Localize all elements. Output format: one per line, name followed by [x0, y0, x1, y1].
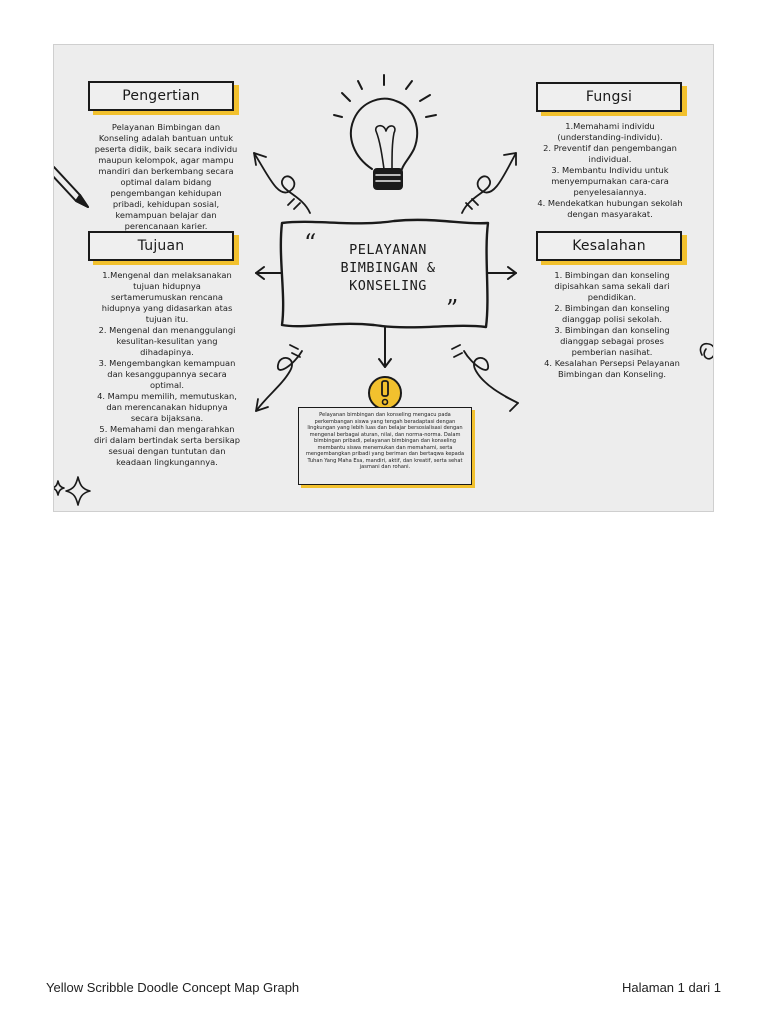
- text-line: 1.Memahami individu: [565, 121, 655, 131]
- text-line: 1.Mengenal dan melaksanakan: [102, 270, 232, 280]
- text-line: secara bijaksana.: [130, 413, 204, 423]
- text-line: keadaan lingkungannya.: [116, 457, 218, 467]
- text-line: Bimbingan dan Konseling.: [558, 369, 666, 379]
- text-line: dan merencanakan hidupnya: [106, 402, 228, 412]
- text-line: 3. Mengembangkan kemampuan: [98, 358, 236, 368]
- text-line: dengan masyarakat.: [567, 209, 653, 219]
- text-line: perencanaan karier.: [124, 221, 208, 231]
- footer-document-title: Yellow Scribble Doodle Concept Map Graph: [46, 980, 300, 995]
- text-line: pemberian nasihat.: [571, 347, 653, 357]
- fungsi-text: [524, 121, 696, 220]
- text-line: 2. Mengenal dan menanggulangi: [98, 325, 236, 335]
- text-line: optimal dalam bidang: [120, 177, 212, 187]
- text-line: diri dalam bertindak serta bersikap: [93, 435, 240, 445]
- text-line: 2. Bimbingan dan konseling: [554, 303, 670, 313]
- lightbulb-icon: [334, 75, 436, 189]
- text-line: dianggap polisi sekolah.: [562, 314, 662, 324]
- tujuan-text: [72, 270, 262, 468]
- text-line: individual.: [588, 154, 632, 164]
- text-line: pendidikan.: [587, 292, 637, 302]
- text-line: penyelesaiannya.: [573, 187, 647, 197]
- text-line: hidupnya yang didasarkan atas: [101, 303, 233, 313]
- text-line: pengembangan kehidupan: [110, 188, 222, 198]
- text-line: Pelayanan Bimbingan dan: [111, 122, 221, 132]
- pengertian-header: Pengertian: [88, 81, 234, 111]
- text-line: maupun kelompok, agar mampu: [98, 155, 234, 165]
- kesalahan-header: Kesalahan: [536, 231, 682, 261]
- text-line: 3. Membantu Individu untuk: [551, 165, 669, 175]
- exclamation-icon: [369, 377, 401, 409]
- center-title: [294, 241, 482, 295]
- footer-page-number: Halaman 1 dari 1: [622, 980, 721, 995]
- text-line: sertamerumuskan rencana: [111, 292, 223, 302]
- kesalahan-text: [524, 270, 700, 380]
- text-line: tujuan hidupnya: [133, 281, 201, 291]
- text-line: kemampuan belajar dan: [115, 210, 217, 220]
- note-box: Pelayanan bimbingan dan konseling mengacu pada perkembangan siswa yang tengah beradaptasi dengan lingkungan yang lebih luas dan belajar bersosialisasi dengan mengenal berbagai aturan, nilai, dan norma-norma. Dalam bimbingan pribadi, pelayanan bimbingan dan konseling membantu siswa menemukan dan memahami, serta mengembangkan pribadi yang beriman dan bertaqwa kepada Tuhan Yang Maha Esa, mandiri, aktif, dan kreatif, serta sehat jasmani dan rohani.: [298, 407, 472, 485]
- text-line: 4. Mendekatkan hubungan sekolah: [537, 198, 683, 208]
- center-title-line: KONSELING: [349, 278, 427, 294]
- text-line: Konseling adalah bantuan untuk: [98, 133, 234, 143]
- text-line: peserta didik, baik secara individu: [94, 144, 238, 154]
- text-line: dihadapinya.: [140, 347, 194, 357]
- text-line: 1. Bimbingan dan konseling: [554, 270, 670, 280]
- pengertian-text: [80, 122, 252, 232]
- text-line: 2. Preventif dan pengembangan: [543, 143, 677, 153]
- text-line: 4. Kesalahan Persepsi Pelayanan: [544, 358, 680, 368]
- tujuan-header: Tujuan: [88, 231, 234, 261]
- text-line: menyempurnakan cara-cara: [551, 176, 669, 186]
- concept-map-slide: [53, 44, 714, 512]
- text-line: mandiri dan berkembang secara: [98, 166, 234, 176]
- text-line: 3. Bimbingan dan konseling: [554, 325, 670, 335]
- text-line: kesulitan-kesulitan yang: [116, 336, 218, 346]
- text-line: 4. Mampu memilih, memutuskan,: [97, 391, 237, 401]
- text-line: tujuan itu.: [145, 314, 189, 324]
- quote-close-mark: ”: [446, 295, 459, 323]
- text-line: optimal.: [149, 380, 184, 390]
- text-line: sesuai dengan tuntutan dan: [108, 446, 226, 456]
- quote-open-mark: “: [304, 229, 317, 257]
- sparkle-icon: [54, 477, 90, 505]
- text-line: dan kesanggupannya secara: [107, 369, 227, 379]
- center-title-line: BIMBINGAN &: [340, 260, 436, 276]
- text-line: dianggap sebagai proses: [560, 336, 664, 346]
- text-line: 5. Memahami dan mengarahkan: [99, 424, 235, 434]
- center-title-line: PELAYANAN: [349, 242, 427, 258]
- text-line: pribadi, kehidupan sosial,: [112, 199, 220, 209]
- text-line: dipisahkan sama sekali dari: [554, 281, 670, 291]
- fungsi-header: Fungsi: [536, 82, 682, 112]
- text-line: (understanding-individu).: [557, 132, 663, 142]
